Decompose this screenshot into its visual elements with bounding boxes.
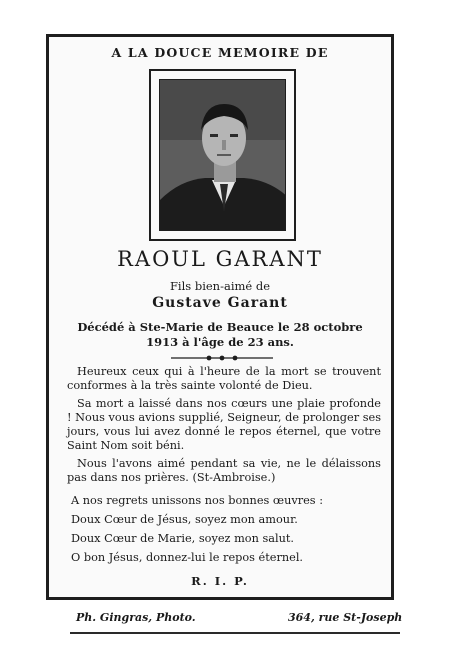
prayer-line: Doux Cœur de Marie, soyez mon salut. — [71, 532, 295, 545]
relation-text: Fils bien-aimé de — [169, 279, 271, 293]
prayer-line: O bon Jésus, donnez-lui le repos éternel. — [71, 551, 304, 564]
paragraph: Nous l'avons aimé pendant sa vie, ne le délaissons pas dans nos prières. (St-Ambroise.) — [67, 457, 381, 484]
prayer-line: A nos regrets unissons nos bonnes œuvres : — [71, 494, 324, 507]
prayer-line: Doux Cœur de Jésus, soyez mon amour. — [71, 513, 298, 526]
photographer-credit: Ph. Gingras, Photo. — [76, 611, 196, 624]
memorial-card — [46, 34, 394, 600]
card-heading: A LA DOUCE MEMOIRE DE — [111, 45, 329, 60]
card-body — [67, 365, 381, 489]
studio-address: 364, rue St-Joseph — [288, 611, 403, 624]
prayer-list — [71, 494, 381, 570]
paragraph: Sa mort a laissé dans nos cœurs une plaie profonde ! Nous vous avions supplié, Seigneur, de prolonger ses jours, vous lui avez donné le repos éternel, que votre Saint Nom soit béni. — [67, 397, 381, 452]
death-notice — [59, 320, 381, 350]
paragraph: Heureux ceux qui à l'heure de la mort se trouvent conformes à la très sainte volonté de Dieu. — [67, 365, 381, 392]
ornamental-divider-icon — [171, 355, 273, 361]
portrait-icon — [160, 80, 286, 231]
deceased-name: RAOUL GARANT — [117, 247, 323, 271]
death-line-2: 1913 à l'âge de 23 ans. — [146, 335, 294, 349]
father-name: Gustave Garant — [152, 295, 288, 311]
footer-rule — [70, 632, 400, 634]
death-line-1: Décédé à Ste-Marie de Beauce le 28 octobre — [77, 320, 363, 334]
rip-text: R. I. P. — [191, 574, 249, 588]
portrait-photo — [159, 79, 286, 231]
portrait-frame — [149, 69, 296, 241]
